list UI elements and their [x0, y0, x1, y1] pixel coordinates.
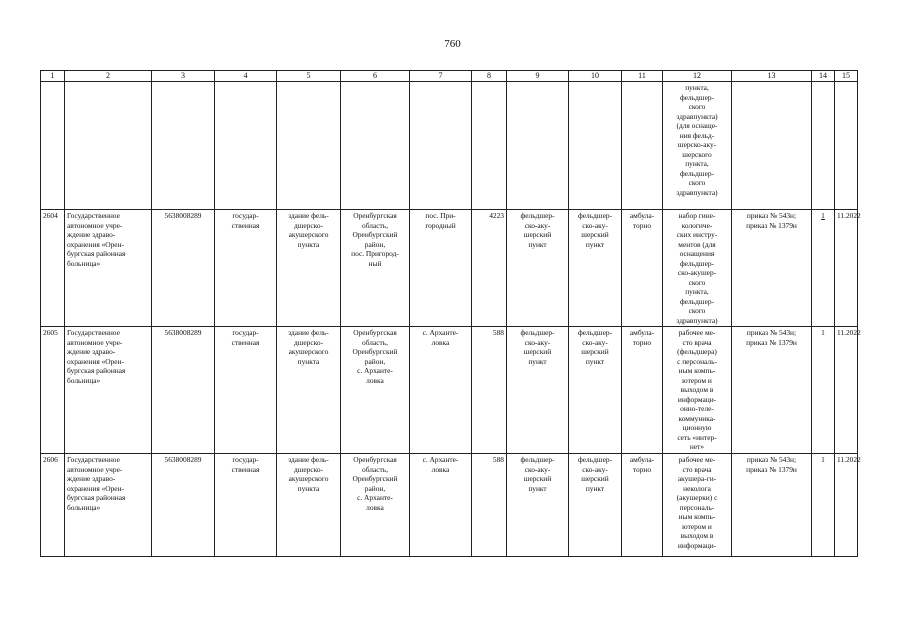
column-number-row — [41, 71, 858, 82]
column-number: 8 — [472, 71, 507, 82]
register-table — [40, 70, 861, 557]
cell-date: 11.2022 — [835, 454, 858, 557]
column-number: 7 — [410, 71, 472, 82]
cell-unit: фельдшер- ско-аку- шерский пункт — [569, 454, 622, 557]
cell-quantity: 1 — [812, 327, 835, 454]
cell-empty — [277, 82, 341, 210]
column-number: 4 — [215, 71, 277, 82]
cell-care-form: амбула- торно — [622, 210, 663, 327]
cell-facility-type: фельдшер- ско-аку- шерский пункт — [507, 327, 569, 454]
cell-empty — [152, 82, 215, 210]
cell-row-number: 2606 — [41, 454, 65, 557]
cell-care-form: амбула- торно — [622, 327, 663, 454]
cell-building: здание фель- дшерско- акушерского пункта — [277, 210, 341, 327]
cell-population: 4223 — [472, 210, 507, 327]
cell-ownership: государ- ственная — [215, 454, 277, 557]
cell-address: Оренбургская область, Оренбургский район, с. Архантe- ловка — [341, 327, 410, 454]
cell-equipment: рабочее ме- сто врача (фельдшера) с персональ- ным компь- ютером и выходом в информаци- онно-теле- коммуника- ционную сеть «интер- нет» — [663, 327, 732, 454]
cell-inn: 5638008289 — [152, 210, 215, 327]
column-number: 10 — [569, 71, 622, 82]
cell-quantity: 1 — [812, 454, 835, 557]
cell-orders: приказ № 543н; приказ № 1379н — [732, 210, 812, 327]
cell-equipment: набор гине- кологиче- ских инстру- ментов (для оснащения фельдшер- ско-акушер- ского пункта, фельдшер- ского здравпункта) — [663, 210, 732, 327]
column-number: 11 — [622, 71, 663, 82]
column-number: 2 — [65, 71, 152, 82]
cell-organization: Государственное автономное учре- ждение здраво- охранения «Орен- бургская районная больница» — [65, 327, 152, 454]
cell-building: здание фель- дшерско- акушерского пункта — [277, 327, 341, 454]
cell-empty — [622, 82, 663, 210]
cell-quantity: 1 — [812, 210, 835, 327]
cell-inn: 5638008289 — [152, 327, 215, 454]
cell-address: Оренбургская область, Оренбургский район, с. Архантe- ловка — [341, 454, 410, 557]
cell-date: 11.2022 — [835, 327, 858, 454]
column-number: 15 — [835, 71, 858, 82]
cell-row-number: 2604 — [41, 210, 65, 327]
cell-empty — [215, 82, 277, 210]
table-row — [41, 327, 858, 454]
cell-population: 588 — [472, 327, 507, 454]
cell-inn: 5638008289 — [152, 454, 215, 557]
cell-empty — [41, 82, 65, 210]
cell-empty — [812, 82, 835, 210]
cell-empty — [507, 82, 569, 210]
column-number: 9 — [507, 71, 569, 82]
cell-ownership: государ- ственная — [215, 327, 277, 454]
column-number: 12 — [663, 71, 732, 82]
column-number: 1 — [41, 71, 65, 82]
continuation-row — [41, 82, 858, 210]
cell-population: 588 — [472, 454, 507, 557]
column-number: 13 — [732, 71, 812, 82]
cell-empty — [732, 82, 812, 210]
cell-settlement: с. Архантe- ловка — [410, 327, 472, 454]
cell-equipment-continued: пункта, фельдшер- ского здравпункта) (для оснаще- ния фельд- шерско-аку- шерского пункта, фельдшер- ского здравпункта) — [663, 82, 732, 210]
cell-unit: фельдшер- ско-аку- шерский пункт — [569, 210, 622, 327]
cell-equipment: рабочее ме- сто врача акушера-ги- неколога (акушерки) с персональ- ным компь- ютером и выходом в информаци- — [663, 454, 732, 557]
cell-empty — [569, 82, 622, 210]
column-number: 14 — [812, 71, 835, 82]
cell-facility-type: фельдшер- ско-аку- шерский пункт — [507, 210, 569, 327]
cell-empty — [341, 82, 410, 210]
cell-empty — [835, 82, 858, 210]
page-number: 760 — [444, 38, 461, 50]
cell-empty — [65, 82, 152, 210]
table-row — [41, 454, 858, 557]
cell-settlement: с. Архантe- ловка — [410, 454, 472, 557]
cell-address: Оренбургская область, Оренбургский район, пос. Пригород- ный — [341, 210, 410, 327]
cell-empty — [472, 82, 507, 210]
cell-care-form: амбула- торно — [622, 454, 663, 557]
cell-orders: приказ № 543н; приказ № 1379н — [732, 327, 812, 454]
column-number: 3 — [152, 71, 215, 82]
cell-building: здание фель- дшерско- акушерского пункта — [277, 454, 341, 557]
cell-unit: фельдшер- ско-аку- шерский пункт — [569, 327, 622, 454]
column-number: 5 — [277, 71, 341, 82]
cell-empty — [410, 82, 472, 210]
cell-organization: Государственное автономное учре- ждение здраво- охранения «Орен- бургская районная больница» — [65, 210, 152, 327]
column-number: 6 — [341, 71, 410, 82]
table-row — [41, 210, 858, 327]
cell-organization: Государственное автономное учре- ждение здраво- охранения «Орен- бургская районная больница» — [65, 454, 152, 557]
cell-facility-type: фельдшер- ско-аку- шерский пункт — [507, 454, 569, 557]
cell-ownership: государ- ственная — [215, 210, 277, 327]
cell-date: 11.2022 — [835, 210, 858, 327]
cell-orders: приказ № 543н; приказ № 1379н — [732, 454, 812, 557]
cell-row-number: 2605 — [41, 327, 65, 454]
cell-settlement: пос. При- городный — [410, 210, 472, 327]
